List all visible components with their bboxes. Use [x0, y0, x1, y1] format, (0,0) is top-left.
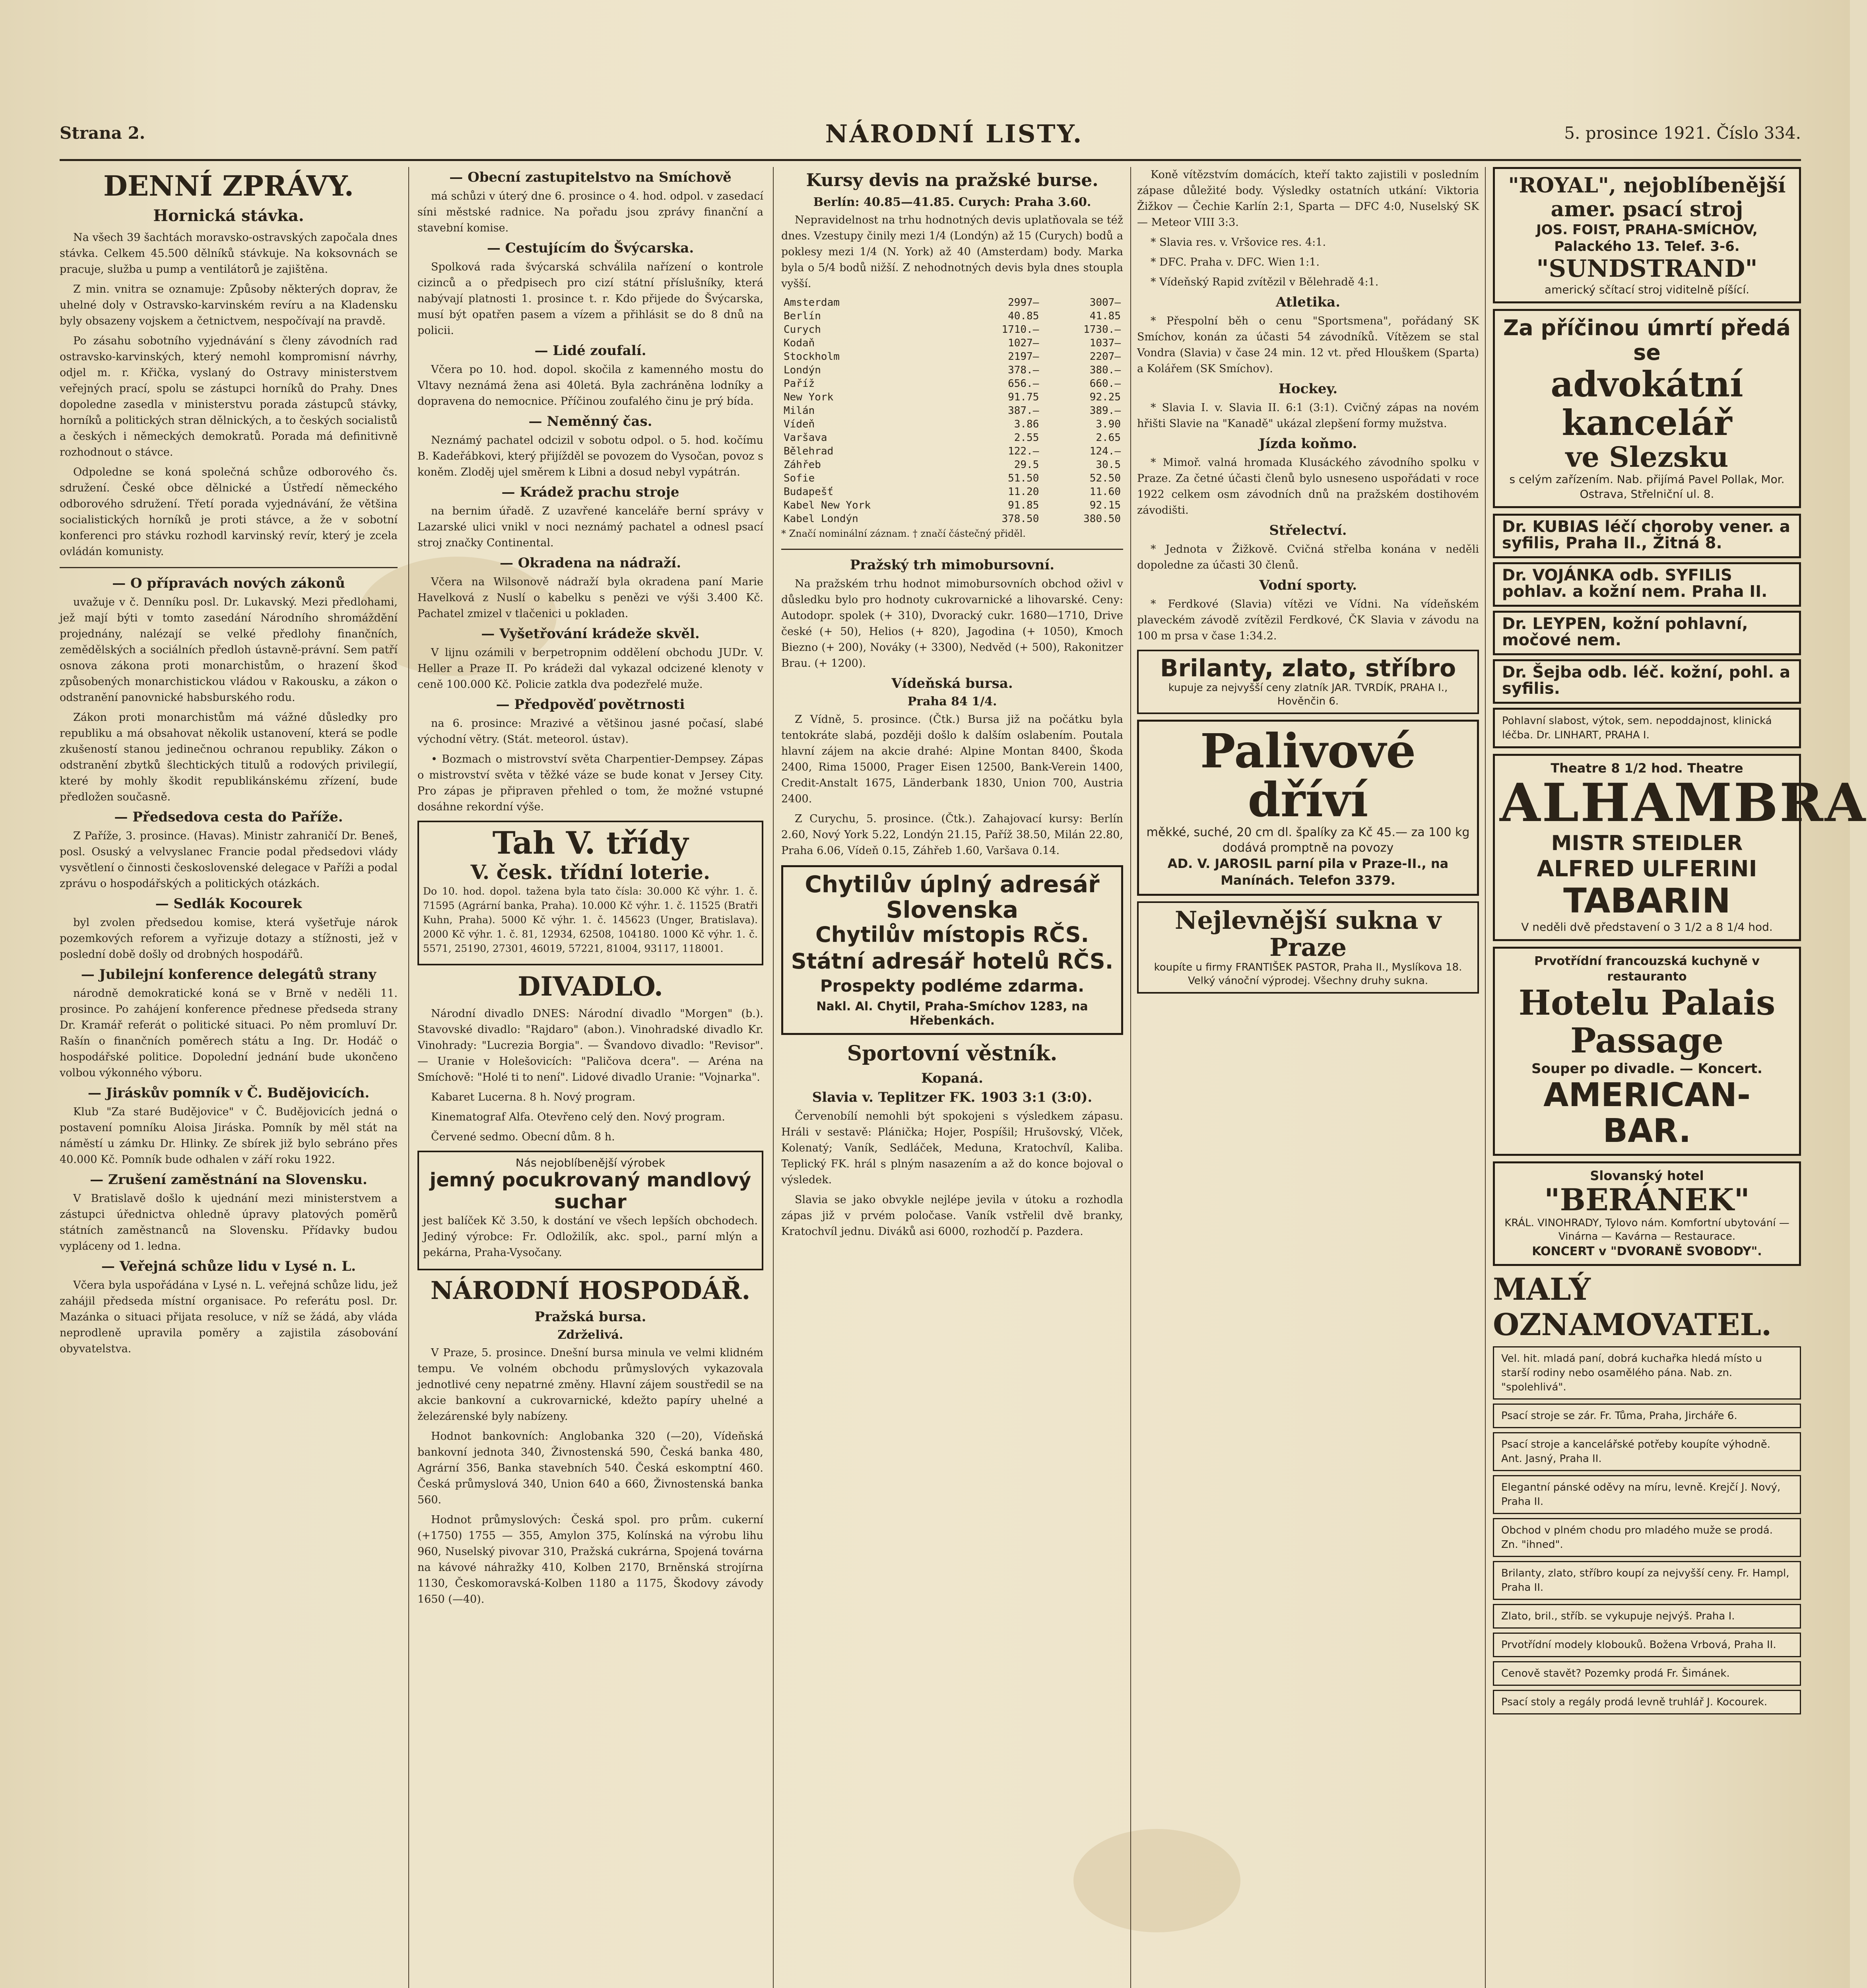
classified-item: Brilanty, zlato, stříbro koupí za nejvyšší ceny. Fr. Hampl, Praha II.	[1493, 1561, 1801, 1600]
almond-ad-product: jemný pocukrovaný mandlový suchar	[429, 1169, 751, 1213]
article-paragraph: V Bratislavě došlo k ujednání mezi ministerstvem a zástupci úřednictva ohledně úpravy platových poměrů státních zaměstnanců na Slovensku. Přídavky budou vypláceny od 1. ledna.	[60, 1192, 398, 1252]
rate-value: 92.15	[1089, 499, 1121, 511]
rate-value: 2.65	[1096, 432, 1121, 444]
article-title: Vídeňská bursa.	[891, 676, 1013, 691]
rate-value: 122.—	[1008, 445, 1039, 457]
classified-item: Psací stroje se zár. Fr. Tůma, Praha, Jircháře 6.	[1493, 1404, 1801, 1428]
beranek-ad-line: KONCERT v "DVORANĚ SVOBODY".	[1532, 1244, 1762, 1258]
exchange-rate-row	[781, 350, 1123, 363]
exchange-rates-table	[781, 296, 1123, 526]
article-title: — Sedlák Kocourek	[155, 896, 302, 912]
article-paragraph: V Praze, 5. prosince. Dnešní bursa minula ve velmi klidném tempu. Ve volném obchodu průmyslových vykazovala jednotlivé ceny nepatrné změny. Hlavní zájem soustředil se na akcie bankovní a cukrovarnické, kdežto papíry uhelné a železárenské byly nabízeny.	[417, 1347, 763, 1423]
rate-value: 660.—	[1089, 378, 1121, 390]
article-title: — Krádež prachu stroje	[501, 484, 679, 500]
column-5-ads	[1493, 167, 1867, 1988]
exchange-rate-row	[781, 499, 1123, 512]
currency-name: Londýn	[784, 364, 821, 376]
article-title: Hockey.	[1278, 381, 1338, 397]
article-title: Hornická stávka.	[153, 206, 304, 225]
rate-value: 1710.—	[1001, 324, 1039, 336]
exchange-rate-row	[781, 377, 1123, 390]
article-paragraph: Včera byla uspořádána v Lysé n. L. veřejná schůze lidu, jež zahájil předseda místní organisace. Po referátu posl. Dr. Mazánka o situaci přijata resoluce, v níž se žádá, aby vláda neprodleně upravila poměry a zajistila zásobování obyvatelstva.	[60, 1279, 398, 1355]
firewood-ad	[1137, 720, 1479, 896]
currency-name: Bělehrad	[784, 445, 834, 457]
currency-name: Berlín	[784, 310, 821, 322]
law-ad-line: Za příčinou úmrtí předá se	[1503, 315, 1791, 365]
beranek-ad-line: KRÁL. VINOHRADY, Tylovo nám. Komfortní ubytování — Vinárna — Kavárna — Restaurace.	[1504, 1217, 1789, 1242]
royal-ad-line: americký sčítací stroj viditelně píšící.	[1544, 283, 1750, 296]
classifieds-list	[1493, 1346, 1801, 1714]
rate-value: 2197—	[1008, 351, 1039, 363]
header-rule	[60, 159, 1801, 161]
alhambra-ad	[1493, 754, 1867, 941]
rate-value: 378.50	[1001, 513, 1039, 525]
currency-name: Záhřeb	[784, 459, 821, 471]
royal-ad-line: JOS. FOIST, PRAHA-SMÍCHOV, Palackého 13. Telef. 3-6.	[1536, 221, 1758, 255]
rate-value: 2997—	[1008, 297, 1039, 309]
article-title: Vodní sporty.	[1259, 577, 1357, 593]
currency-name: Kabel Londýn	[784, 513, 858, 525]
article-subtitle: Praha 84 1/4.	[907, 695, 997, 709]
classified-item: Psací stroje a kancelářské potřeby koupíte výhodně. Ant. Jasný, Praha II.	[1493, 1432, 1801, 1471]
article-paragraph: Koně vítězstvím domácích, kteří takto zajistili v posledním zápase důležité body. Výsledky ostatních utkání: Viktoria Žižkov — Čechie Karlín 2:1, Sparta — DFC 4:0, Nuselský SK — Meteor VIII 3:3.	[1137, 169, 1479, 229]
article-paragraph: Hodnot bankovních: Anglobanka 320 (—20), Vídeňská bankovní jednota 340, Živnostenská 590, Česká banka 480, Agrární 356, Banka stavebních 540. Česká eskomptní 460. Česká průmyslová 340, Union 640 a 660, Živnostenská banka 560.	[417, 1430, 763, 1507]
rate-value: 40.85	[1008, 310, 1039, 322]
article-title: Střelectví.	[1269, 522, 1347, 538]
hotel-ad-line: AMERICAN-BAR.	[1543, 1076, 1751, 1150]
article-paragraph: * Mimoř. valná hromada Klusáckého závodního spolku v Praze. Za četné účasti členů bylo usneseno uspořádati v roce 1922 celkem osm závodních dnů na pražském dostihovém závodišti.	[1137, 456, 1479, 516]
royal-typewriter-ad	[1493, 167, 1801, 303]
lottery-ad	[417, 821, 763, 965]
jewellery-ad-title: Brilanty, zlato, stříbro	[1160, 654, 1456, 682]
alhambra-ad-line: Theatre 8 1/2 hod. Theatre	[1551, 761, 1743, 776]
date-issue: 5. prosince 1921. Číslo 334.	[1564, 123, 1801, 143]
jewellery-ad	[1137, 650, 1479, 714]
article-paragraph: • Bozmach o mistrovství světa Charpentier-Dempsey. Zápas o mistrovství světa v těžké váze se bude konat v Jersey City. Pro zápas je připraven přehled o tom, že možné vstupné dosáhne rekordní výše.	[417, 753, 763, 813]
result-item: * Vídeňský Rapid zvítězil v Bělehradě 4:1.	[1151, 276, 1379, 288]
classified-item: Vel. hit. mladá paní, dobrá kuchařka hledá místo u starší rodiny nebo osamělého pána. Nab. zn. "spolehlivá".	[1493, 1346, 1801, 1400]
lottery-ad-subtitle: V. česk. třídní loterie.	[470, 860, 710, 884]
rate-value: 3.90	[1096, 418, 1121, 430]
article-paragraph: Včera na Wilsonově nádraží byla okradena paní Marie Havelková z Nuslí o kabelku s penězi ve výši 3.400 Kč. Pachatel zmizel v tlačenici u pokladen.	[417, 576, 763, 620]
rate-value: 29.5	[1014, 459, 1039, 471]
exchange-rates-heading: Kursy devis na pražské burse.	[806, 170, 1098, 190]
article-paragraph: * Jednota v Žižkově. Cvičná střelba konána v neděli dopoledne za účasti 30 členů.	[1137, 543, 1479, 571]
classified-item: Prvotřídní modely klobouků. Božena Vrbová, Praha II.	[1493, 1633, 1801, 1657]
article-paragraph: Po zásahu sobotního vyjednávání s členy závodních rad ostravsko-karvinských, který nemohl kompromisní návrhy, odjel m. r. Křička, vyslaný do Ostravy ministerstvem veřejných prací, spolu se zástupci horníků do Prahy. Dnes dopoledne zasedla v ministerstvu porada zástupců stávky, horníků a politických stran dělnických, a to českých socialistů a českých i německých demokratů. Porada má definitivně rozhodnout o stávce.	[60, 335, 398, 458]
column-1	[60, 167, 398, 1988]
currency-name: Paříž	[784, 378, 815, 390]
article-paragraph: na 6. prosince: Mrazivé a většinou jasné počasí, slabé východní větry. (Stát. meteorol. ústav).	[417, 717, 763, 746]
hotel-ad-line: Prvotřídní francouzská kuchyně v restauranto	[1534, 954, 1760, 984]
entertainment-item: Červené sedmo. Obecní dům. 8 h.	[431, 1130, 615, 1143]
article-title: — Neměnný čas.	[528, 414, 652, 429]
article-title: — Předpověď povětrnosti	[496, 697, 685, 712]
article-paragraph: Včera po 10. hod. dopol. skočila z kamenného mostu do Vltavy neznámá žena asi 40letá. Byla zachráněna lodníky a dopravena do nemocnice. Příčinou zoufalého činu je prý bída.	[417, 363, 763, 408]
alhambra-ad-line: MISTR STEIDLER	[1551, 831, 1743, 855]
classified-item: Psací stoly a regály prodá levně truhlář J. Kocourek.	[1493, 1690, 1801, 1714]
exchange-rate-row	[781, 404, 1123, 417]
article-title: — O přípravách nových zákonů	[112, 575, 345, 591]
law-ad-line: s celým zařízením. Nab. přijímá Pavel Pollak, Mor. Ostrava, Střelniční ul. 8.	[1509, 473, 1785, 501]
royal-ad-line: "SUNDSTRAND"	[1536, 254, 1758, 283]
directory-ad-line: Chytilův místopis RČS.	[815, 922, 1089, 947]
page-number: Strana 2.	[60, 123, 146, 143]
almond-ad-intro: Nás nejoblíbenější výrobek	[515, 1156, 666, 1169]
rate-value: 11.60	[1089, 486, 1121, 498]
doctor-ad-text: Dr. Šejba odb. léč. kožní, pohl. a syfilis.	[1502, 663, 1791, 698]
alhambra-ad-line: V neděli dvě představení o 3 1/2 a 8 1/4 hod.	[1521, 920, 1773, 934]
divider	[781, 549, 1123, 550]
currency-name: Milán	[784, 405, 815, 417]
doctor-ad	[1493, 514, 1801, 558]
article-paragraph: Z Paříže, 3. prosince. (Havas). Ministr zahraničí Dr. Beneš, posl. Osuský a velvyslanec Francie podal předsedovi vlády vysvětlení o činnosti československé delegace v Paříži a podal zprávu o hospodářských a politických otázkách.	[60, 830, 398, 890]
sport-heading: Sportovní věstník.	[847, 1041, 1058, 1066]
beranek-ad-line: Slovanský hotel	[1590, 1168, 1704, 1184]
result-item: * DFC. Praha v. DFC. Wien 1:1.	[1151, 256, 1320, 268]
exchange-rate-row	[781, 445, 1123, 458]
section-heading: DENNÍ ZPRÁVY.	[103, 169, 354, 202]
sport-subheading: Kopaná.	[921, 1070, 983, 1086]
divider	[60, 567, 398, 568]
article-paragraph: uvažuje v č. Denníku posl. Dr. Lukavský. Mezi předlohami, jež mají býti v tomto zasedání Národního shromáždění projednány, nalézají se velké předlohy finančních, zemědělských a sociálních předloh ústavně-právní. Sem patří osnova zákona proti monarchistům, o hrazení škod způsobených monarchistickou vládou v Rakousku, a zákon o odstranění panovnické habsburského rodu.	[60, 596, 398, 704]
article-paragraph: byl zvolen předsedou komise, která vyšetřuje nárok pozemkových reforem a vyřizuje dotazy a stížnosti, jež v poslední době došly od drobných hospodářů.	[60, 916, 398, 961]
doctor-ad	[1493, 611, 1801, 655]
article-paragraph: má schůzi v úterý dne 6. prosince o 4. hod. odpol. v zasedací síni městské radnice. Na pořadu jsou zprávy finanční a stavební komise.	[417, 190, 763, 234]
almond-biscuit-ad	[417, 1151, 763, 1270]
result-item: * Slavia res. v. Vršovice res. 4:1.	[1151, 236, 1326, 248]
directory-ad-publisher: Nakl. Al. Chytil, Praha-Smíchov 1283, na Hřebenkách.	[816, 999, 1088, 1028]
article-title: Jízda koňmo.	[1259, 436, 1357, 452]
entertainment-item: Kinematograf Alfa. Otevřeno celý den. Nový program.	[431, 1110, 725, 1123]
column-separator	[408, 167, 409, 1988]
beranek-ad-title: "BERÁNEK"	[1544, 1182, 1750, 1218]
currency-name: New York	[784, 391, 834, 403]
article-paragraph: národně demokratické koná se v Brně v neděli 11. prosince. Po zahájení konference přednese předseda strany Dr. Kramář referát o politické situaci. Po něm promluví Dr. Rašín o finančních poměrech státu a Ing. Dr. Hodáč o hospodářské politice. Dopolední jednání bude ukončeno volbou výkonného výboru.	[60, 987, 398, 1079]
column-4	[1137, 167, 1479, 1988]
doctor-ad-text: Dr. VOJÁNKA odb. SYFILIS pohlav. a kožní nem. Praha II.	[1502, 566, 1768, 601]
column-separator	[1485, 167, 1486, 1988]
doctor-ad	[1493, 708, 1801, 748]
article-paragraph: Červenobílí nemohli být spokojeni s výsledkem zápasu. Hráli v sestavě: Plánička; Hojer, Pospíšil; Hrušovský, Vlček, Kolenatý; Vaník, Sedláček, Meduna, Kratochvíl, Kaliba. Teplický FK. hrál s plným nasazením a až do konce bojoval o výsledek.	[781, 1110, 1123, 1186]
rate-value: 41.85	[1089, 310, 1121, 322]
article-paragraph: na bernim úřadě. Z uzavřené kanceláře berní správy v Lazarské ulici vnikl v noci neznámý pachatel a odnesl psací stroj značky Continental.	[417, 505, 763, 549]
exchange-rate-row	[781, 431, 1123, 445]
rate-value: 3007—	[1089, 297, 1121, 309]
economy-heading: NÁRODNÍ HOSPODÁŘ.	[430, 1276, 751, 1305]
article-paragraph: Odpoledne se koná společná schůze odborového čs. sdružení. České obce dělnické a Ústředí německého odborového sdružení. Třetí porada vyjednávání, že většina socialistických horníků je proti stávce, a že v sobotní konferenci pro stávku rozhodl karvinský revír, který je zcela ovládán komunisty.	[60, 466, 398, 558]
rate-value: 1037—	[1089, 337, 1121, 349]
article-paragraph: Z Vídně, 5. prosince. (Čtk.) Bursa již na počátku byla tentokráte slabá, později došlo k dalším oslabením. Poutala hlavní zájem na akcie drahé: Alpine Montan 8400, Škoda 2400, Rima 15000, Prager Eisen 12500, Bank-Verein 1400, Credit-Anstalt 1675, Länderbank 1830, Union 700, Austria 2400.	[781, 713, 1123, 805]
article-title: — Lidé zoufalí.	[534, 343, 646, 359]
rate-value: 380.—	[1089, 364, 1121, 376]
rate-value: 92.25	[1089, 391, 1121, 403]
lottery-ad-title: Tah V. třídy	[492, 825, 689, 861]
rate-value: 1730.—	[1083, 324, 1121, 336]
economy-subtitle: Pražská bursa.	[534, 1309, 646, 1325]
article-paragraph: Klub "Za staré Budějovice" v Č. Budějovicích jedná o postavení pomníku Aloisa Jiráska. Pomník by měl stát na náměstí u zámku Dr. Hlinky. Ze sbírek již bylo sebráno přes 40.000 Kč. Pomník bude odhalen v září roku 1922.	[60, 1106, 398, 1166]
theatre-listing: Národní divadlo DNES: Národní divadlo "Morgen" (b.). Stavovské divadlo: "Rajdaro" (abon.). Vinohradské divadlo Kr. Vinohrady: "Lucrezia Borgia". — Švandovo divadlo: "Revisor". — Uranie v Holešovicích: "Paličova dcera". — Aréna na Smíchově: "Holé ti to není". Lidové divadlo Uranie: "Vojnarka".	[417, 1007, 763, 1083]
article-title: — Jiráskův pomník v Č. Budějovicích.	[87, 1085, 370, 1101]
currency-name: Curych	[784, 324, 821, 336]
doctor-ad-text: Dr. KUBIAS léčí choroby vener. a syfilis, Praha II., Žitná 8.	[1502, 518, 1790, 553]
rate-value: 91.85	[1008, 499, 1039, 511]
article-title: — Jubilejní konference delegátů strany	[81, 967, 377, 982]
article-paragraph: * Přespolní běh o cenu "Sportsmena", pořádaný SK Smíchov, konán za účasti 54 závodníků. Vítězem se stal Vondra (Slavia) v čase 24 min. 12 vt. před Hlouškem (Sparta) a Kolářem (SK Smíchov).	[1137, 315, 1479, 375]
exchange-rate-row	[781, 417, 1123, 431]
exchange-rate-row	[781, 458, 1123, 472]
classified-item: Cenově stavět? Pozemky prodá Fr. Šimánek.	[1493, 1661, 1801, 1686]
article-paragraph: Z Curychu, 5. prosince. (Čtk.). Zahajovací kursy: Berlín 2.60, Nový York 5.22, Londýn 21.15, Paříž 38.50, Milán 22.80, Praha 6.06, Vídeň 0.15, Záhřeb 1.60, Varšava 0.14.	[781, 813, 1123, 857]
cloth-ad-title: Nejlevnější sukna v Praze	[1174, 905, 1442, 962]
jewellery-ad-body: kupuje za nejvyšší ceny zlatník JAR. TVRDÍK, PRAHA I., Hověnčin 6.	[1168, 682, 1448, 707]
alhambra-ad-line: ALFRED ULFERINI	[1537, 856, 1757, 882]
column-separator	[1130, 167, 1131, 1988]
article-paragraph: Zákon proti monarchistům má vážné důsledky pro republiku a má obsahovat několik ustanovení, která se podle zkušeností stanou jedinečnou ochranou republiky. Zákon o odstranění zbytků šlechtických titulů a rodových privilegií, které by mohly škodit republikánskému zřízení, bude předložen současně.	[60, 711, 398, 803]
exchange-rate-row	[781, 390, 1123, 404]
exchange-rates-note: * Značí nominální záznam. † značí částečný přiděl.	[781, 528, 1026, 539]
newspaper-title: NÁRODNÍ LISTY.	[825, 119, 1083, 148]
article-paragraph: Neznámý pachatel odcizil v sobotu odpol. o 5. hod. kočímu B. Kadeřábkovi, který přijížděl se povozem do Vysočan, povoz s koněm. Zloděj ujel směrem k Libni a dosud nebyl vypátrán.	[417, 434, 763, 478]
exchange-rate-row	[781, 309, 1123, 323]
firewood-ad-body: měkké, suché, 20 cm dl. špalíky za Kč 45.— za 100 kg dodává promptně na povozy	[1146, 825, 1470, 855]
exchange-rate-row	[781, 336, 1123, 350]
classifieds-heading: MALÝ OZNAMOVATEL.	[1493, 1271, 1772, 1342]
doctor-ad-text: Dr. LEYPEN, kožní pohlavní, močové nem.	[1502, 615, 1748, 650]
currency-name: Amsterdam	[784, 297, 840, 309]
column-2	[417, 167, 763, 1988]
article-paragraph: Spolková rada švýcarská schválila nařízení o kontrole cizinců a o předpisech pro cizí státní příslušníky, která nabývají platnosti 1. prosince t. r. Kdo přijede do Švýcarska, musí být opatřen pasem a vízem a přihlásit se do 8 dnů na policii.	[417, 261, 763, 337]
theatre-heading: DIVADLO.	[518, 971, 663, 1002]
hotel-ad-title: Hotelu Palais Passage	[1518, 983, 1776, 1061]
rate-value: 51.50	[1008, 472, 1039, 484]
exchange-rate-row	[781, 363, 1123, 377]
rate-value: 378.—	[1008, 364, 1039, 376]
article-title: — Veřejná schůze lidu v Lysé n. L.	[101, 1258, 356, 1274]
masthead	[60, 119, 1801, 155]
currency-name: Budapešť	[784, 486, 834, 498]
article-paragraph: Nepravidelnost na trhu hodnotných devis uplatňovala se též dnes. Vzestupy činily mezi 1/4 (Londýn) až 15 (Curych) bodů a poklesy mezi 1/4 (N. York) až 40 (Amsterdam) body. Marka byla o 5/4 bodů nižší. Z nehodnotných devis byla dnes stoupla vyšší.	[781, 214, 1123, 290]
hotel-palais-ad	[1493, 947, 1801, 1156]
currency-name: Stockholm	[784, 351, 840, 363]
rate-value: 2.55	[1014, 432, 1039, 444]
classified-item: Obchod v plném chodu pro mladého muže se prodá. Zn. "ihned".	[1493, 1518, 1801, 1557]
article-title: — Vyšetřování krádeže skvěl.	[481, 626, 700, 642]
royal-ad-line: "ROYAL", nejoblíbenější amer. psací stroj	[1508, 173, 1786, 221]
law-ad-line: advokátní kancelář	[1551, 363, 1743, 443]
rate-value: 30.5	[1096, 459, 1121, 471]
currency-name: Vídeň	[784, 418, 815, 430]
column-separator	[773, 167, 774, 1988]
currency-name: Kodaň	[784, 337, 815, 349]
article-title: — Předsedova cesta do Paříže.	[114, 809, 343, 825]
directory-ad	[781, 865, 1123, 1035]
exchange-rate-row	[781, 296, 1123, 309]
directory-ad-line: Prospekty podléme zdarma.	[820, 976, 1085, 996]
column-3	[781, 167, 1123, 1988]
article-paragraph: * Ferdkové (Slavia) vítězi ve Vídni. Na vídeňském plaveckém závodě zvítězil Ferdkové, ČK Slavia v závodu na 100 m prsa v čase 1:34.2.	[1137, 598, 1479, 642]
hotel-beranek-ad	[1493, 1161, 1801, 1266]
directory-ad-line: Slovenska	[886, 896, 1019, 923]
exchange-rate-row	[781, 485, 1123, 499]
rate-value: 2207—	[1089, 351, 1121, 363]
classified-item: Zlato, bril., stříb. se vykupuje nejvýš. Praha I.	[1493, 1604, 1801, 1629]
rate-value: 52.50	[1089, 472, 1121, 484]
rate-value: 3.86	[1014, 418, 1039, 430]
firewood-ad-title: Palivové dříví	[1200, 723, 1416, 828]
article-paragraph: Na pražském trhu hodnot mimobursovních obchod oživl v důsledku bylo pro hodnoty cukrovarnické a lihovarské. Ceny: Autodopr. spolek (+ 310), Dvoracký cukr. 1680—1710, Drive české (+ 50), Helios (+ 820), Jagodina (+ 1050), Kmoch Biezno (+ 200), Nováky (+ 3300), Nedvěd (+ 500), Rakonitzer Brau. (+ 1200).	[781, 578, 1123, 670]
lottery-ad-body: Do 10. hod. dopol. tažena byla tato čísla: 30.000 Kč výhr. 1. č. 71595 (Agrární banka, Praha). 10.000 Kč výhr. 1. č. 11525 (Bratři Kuhn, Praha). 5000 Kč výhr. 1. č. 145623 (Unger, Bratislava). 2000 Kč výhr. 1. č. 81, 12934, 62508, 104180. 1000 Kč výhr. 1. č. 5571, 25190, 27301, 46019, 57221, 81004, 93117, 118001.	[423, 885, 758, 954]
article-paragraph: Z min. vnitra se oznamuje: Způsoby některých doprav, že uhelné doly v Ostravsko-karvinském revíru a na Kladensku byly obsazeny vojskem a četnictvem, nespočívají na pravdě.	[60, 283, 398, 327]
rate-value: 11.20	[1008, 486, 1039, 498]
rate-value: 389.—	[1089, 405, 1121, 417]
rate-value: 387.—	[1008, 405, 1039, 417]
article-title: — Okradena na nádraží.	[499, 555, 681, 571]
rate-value: 656.—	[1008, 378, 1039, 390]
article-title: Atletika.	[1275, 294, 1341, 310]
article-title: — Obecní zastupitelstvo na Smíchově	[449, 169, 732, 185]
classified-item: Elegantní pánské oděvy na míru, levně. Krejčí J. Nový, Praha II.	[1493, 1475, 1801, 1514]
directory-ad-line: Státní adresář hotelů RČS.	[791, 948, 1114, 974]
article-title: — Zrušení zaměstnání na Slovensku.	[90, 1172, 367, 1188]
article-paragraph: V lijnu ozámili v berpetropnim oddělení obchodu JUDr. V. Heller a Praze II. Po krádeži dal vykazal odcizené klenoty v ceně 100.000 Kč. Policie zatkla dva podezřelé muže.	[417, 646, 763, 691]
law-ad-line: ve Slezsku	[1565, 441, 1729, 474]
almond-ad-body: jest balíček Kč 3.50, k dostání ve všech lepších obchodech. Jediný výrobce: Fr. Odložilík, akc. spol., parní mlýn a pekárna, Praha-Vysočany.	[423, 1215, 758, 1259]
rate-value: 91.75	[1008, 391, 1039, 403]
currency-name: Varšava	[784, 432, 827, 444]
cloth-ad-body: koupíte u firmy FRANTIŠEK PASTOR, Praha II., Myslíkova 18. Velký vánoční výprodej. Všechny druhy sukna.	[1154, 961, 1462, 987]
directory-ad-line: Chytilův úplný adresář	[805, 871, 1100, 898]
exchange-rate-row	[781, 512, 1123, 526]
cloth-ad	[1137, 901, 1479, 994]
exchange-rate-row	[781, 472, 1123, 485]
article-paragraph: Slavia se jako obvykle nejlépe jevila v útoku a rozhodla zápas již v prvém poločase. Vaník vstřelil dvě branky, Kratochvíl jednu. Diváků asi 6000, rozhodčí p. Pazdera.	[781, 1193, 1123, 1238]
currency-name: Sofie	[784, 472, 815, 484]
hotel-ad-line: Souper po divadle. — Koncert.	[1531, 1060, 1762, 1077]
article-paragraph: Na všech 39 šachtách moravsko-ostravských započala dnes stávka. Celkem 45.500 dělníků stávkuje. Na koksovnách se pracuje, služba u pump a ventilátorů je zajištěna.	[60, 231, 398, 276]
article-title: Pražský trh mimobursovní.	[850, 557, 1055, 573]
alhambra-ad-line: TABARIN	[1563, 881, 1731, 921]
law-office-ad	[1493, 309, 1801, 509]
entertainment-item: Kabaret Lucerna. 8 h. Nový program.	[431, 1091, 636, 1103]
sport-match-title: Slavia v. Teplitzer FK. 1903 3:1 (3:0).	[812, 1089, 1093, 1105]
alhambra-ad-title: ALHAMBRA	[1500, 772, 1867, 834]
economy-subtitle: Zdrželivá.	[557, 1328, 623, 1342]
article-paragraph: Hodnot průmyslových: Česká spol. pro prům. cukerní (+1750) 1755 — 355, Amylon 375, Kolínská na výrobu lihu 960, Nuselský pivovar 310, Pražská cukrárna, Spojená továrna na kávové náhražky 410, Kolben 2170, Brněnská strojírna 1130, Českomoravská-Kolben 1180 a 1175, Škodovy závody 1650 (—40).	[417, 1514, 763, 1606]
rate-value: 124.—	[1089, 445, 1121, 457]
currency-name: Kabel New York	[784, 499, 871, 511]
rate-value: 1027—	[1008, 337, 1039, 349]
firewood-ad-firm: AD. V. JAROSIL parní pila v Praze-II., na Manínách. Telefon 3379.	[1167, 856, 1449, 888]
article-title: — Cestujícím do Švýcarska.	[487, 240, 694, 256]
exchange-rate-row	[781, 323, 1123, 336]
rate-value: 380.50	[1083, 513, 1121, 525]
doctor-ad-text: Pohlavní slabost, výtok, sem. nepoddajnost, klinická léčba. Dr. LINHART, PRAHA I.	[1502, 715, 1772, 742]
doctor-ad	[1493, 562, 1801, 607]
article-paragraph: * Slavia I. v. Slavia II. 6:1 (3:1). Cvičný zápas na novém hřišti Slavie na "Kanadě" ukázal zlepšení formy mužstva.	[1137, 402, 1479, 430]
doctor-ad	[1493, 659, 1801, 704]
exchange-rates-subheading: Berlín: 40.85—41.85. Curych: Praha 3.60.	[813, 195, 1091, 209]
